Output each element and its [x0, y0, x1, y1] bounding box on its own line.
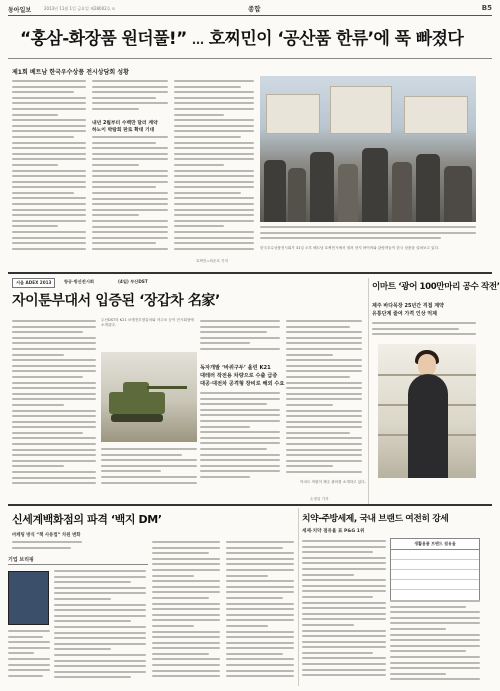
lead-subhead: 제1회 베트남 한국우수상품 전시상담회 성황 — [12, 69, 129, 76]
lead-body-col-2a — [92, 80, 168, 116]
second-body-col-2 — [101, 448, 197, 494]
second-body-col-2a — [200, 320, 280, 360]
bottom-left-headline: 신세계백화점의 파격 ‘백지 DM’ — [12, 513, 162, 526]
bottom-left-kicker: 마케팅 방식 “책 사용법” 차원 변화 — [12, 533, 81, 538]
second-body-col-3 — [200, 392, 280, 494]
adex-kicker-tag: (4일) 부산DST — [118, 279, 148, 284]
second-body-col-4 — [286, 320, 362, 494]
third-body-top — [372, 322, 476, 342]
bottom-left-body-col-3 — [226, 541, 294, 685]
third-headline: 이마트 ‘광어 100만마리 공수 작전’ — [372, 282, 500, 292]
bottom-right-headline: 치약-주방세제, 국내 브랜드 여전히 강세 — [302, 514, 449, 524]
section-rule-2 — [8, 504, 492, 506]
armored-vehicle-caption: 두산DST의 K21 보병전투장갑차와 자주포 등이 전시회장에 소개된다. — [101, 318, 194, 327]
bottom-left-body-col-2 — [152, 541, 220, 685]
lead-body-col-2b — [92, 136, 168, 256]
brand-share-table — [390, 538, 480, 601]
business-briefing-label: 기업 브리핑 — [8, 556, 148, 565]
masthead — [8, 4, 492, 14]
lead-headline-a: “홍삼-화장품 원더풀!” — [20, 29, 187, 49]
issue-date: 2013년 11월 1일 금요일 제28002호 ⊙ — [44, 6, 116, 11]
expo-photo — [260, 76, 476, 222]
adex-badge: 서울 ADEX 2013 — [12, 278, 55, 288]
lead-midhead-1: 내년 2월부터 수백만 달러 계약 — [92, 121, 158, 126]
briefing-body — [54, 570, 146, 685]
masthead-rule — [8, 15, 492, 16]
section-name: 종합 — [248, 5, 261, 13]
briefing-thumbnail — [8, 571, 49, 625]
paper-name: 동아일보 — [8, 7, 32, 14]
lead-body-col-3 — [174, 80, 254, 256]
third-subhead-2: 유통단계 줄여 가격 인상 억제 — [372, 311, 437, 317]
bottom-left-body-top — [12, 541, 82, 553]
column-divider-2 — [298, 508, 299, 686]
expo-photo-caption: 한국우수상품전시회가 31일 오후 베트남 호찌민시에서 열려 현지 바이어와 관람객들이 한국 상품을 살펴보고 있다. — [260, 246, 440, 250]
adex-badge-note: 항공·방산전시회 — [64, 279, 94, 284]
bottom-right-body-col-1 — [302, 540, 386, 686]
lead-body-col-1 — [12, 80, 86, 256]
lead-headline-b: 호찌민이 ‘공산품 한류’에 푹 빠졌다 — [208, 29, 464, 49]
lead-headline — [20, 24, 480, 49]
column-divider-1 — [368, 278, 369, 504]
lead-byline: 호찌민=최준호 기자 — [196, 259, 228, 263]
briefing-body-left — [8, 630, 50, 685]
lead-headline-dots: … — [191, 33, 204, 47]
emart-staff-photo — [378, 344, 476, 478]
second-midhead-2: 대테러 작전용 차량으로 수출 급증 — [200, 373, 278, 379]
third-subhead-1: 제주 바다목장 25년간 직접 계약 — [372, 303, 444, 309]
emart-photo-caption: 이마트 직원이 제주 광어를 소개하고 있다. — [300, 480, 366, 484]
page-number: B5 — [481, 4, 492, 12]
second-byline: 손영일 기자 — [310, 497, 329, 501]
armored-vehicle-photo — [101, 352, 197, 442]
bottom-right-subhead: 세제·치약 점유율 표 P&G 1위 — [302, 529, 365, 534]
section-rule-1 — [8, 272, 492, 274]
second-body-col-1 — [12, 320, 96, 494]
lead-midhead-2: 하노이 박람회 판로 확대 기대 — [92, 128, 155, 133]
lead-rule — [8, 58, 492, 59]
brand-share-table-title: 생활용품 브랜드 점유율 — [391, 539, 479, 550]
second-headline: 자이툰부대서 입증된 ‘장갑차 名家’ — [12, 293, 220, 309]
bottom-right-body-col-2 — [390, 600, 480, 686]
lead-body-col-4 — [260, 226, 476, 248]
second-midhead-1: 독자개발 ‘바퀴구두’ 올린 K21 — [200, 365, 271, 371]
second-midhead-3: 대공·대전차 공격형 장비로 해외 수요 — [200, 381, 285, 387]
